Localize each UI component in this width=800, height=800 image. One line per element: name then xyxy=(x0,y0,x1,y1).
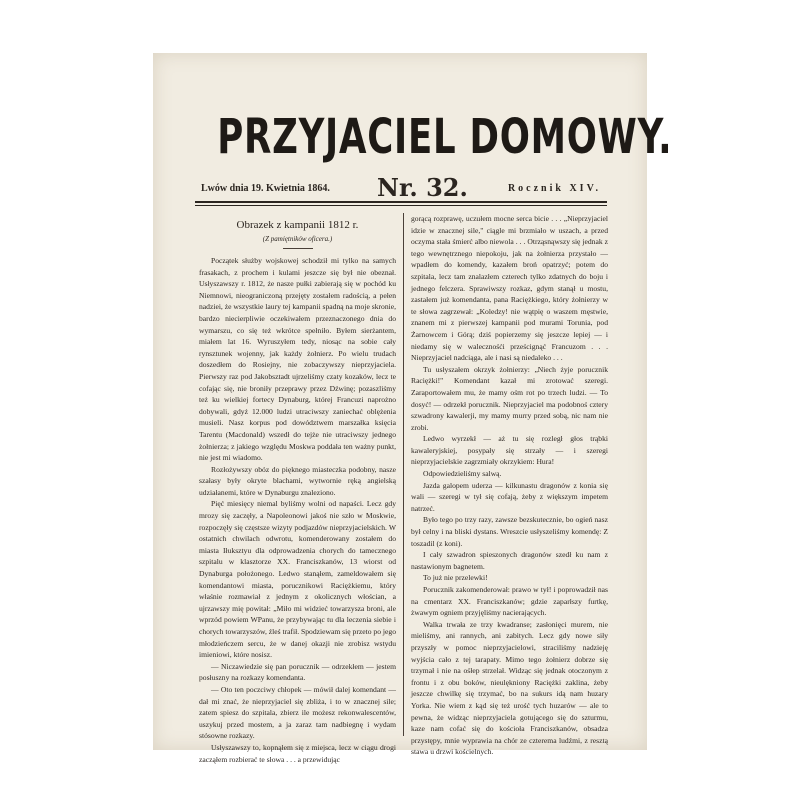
header-rule xyxy=(195,201,607,203)
volume-label: Rocznik XIV. xyxy=(507,183,601,194)
paragraph: — Oto ten poczciwy chłopek — mówił dalej komendant — dał mi znać, że nieprzyjaciel się zbliża, i to w znacznej sile; zatem spiesz do szpitala, zbierz ile możesz rekonwalescentów, uszykuj przed mostem, a ja zaraz tam nadbiegnę i wydam stósowne rozkazy. xyxy=(199,684,396,741)
place-date: Lwów dnia 19. Kwietnia 1864. xyxy=(201,183,330,194)
newspaper-title: PRZYJACIEL DOMOWY. xyxy=(217,109,673,165)
masthead xyxy=(153,91,673,183)
newspaper-page xyxy=(153,53,673,764)
article-title: Obrazek z kampanii 1812 r. xyxy=(236,219,359,231)
paragraph: gorącą rozprawę, uczułem mocne serca bicie . . . „Nieprzyjaciel idzie w znacznej sile," ciągle mi brzmiało w uszach, a przed oczyma stała śmierć albo niewola . . . Otrząsnąwszy się jednak z tego wewnętrznego niepokoju, jak na żołnierza przystało — wpadłem do komendy, kazałem broń opatrzyć; potem do szpitala, lecz tam znalazłem czterech tylko zdatnych do boju i jednego felczera. Sprawiwszy rozkaz, gdym stanął u mostu, zastałem już komendanta, pana Raciężkiego, który żołnierzy w te słowa zagrzewał: „Koledzy! nie wątpię o waszem męstwie, znanem mi z pierwszej kampanii pod murami Torunia, pod Żarnowcem i Górą; dziś popierzemy się jeszcze lepiej — i niedamy się w walecznośći prześcignąć Francuzom . . . Nieprzyjaciel nadciąga, ale i nasi są niedaleko . . . xyxy=(411,214,608,363)
paragraph: Tu usłyszałem okrzyk żołnierzy: „Niech żyje porucznik Raciężki!" Komendant kazał mi zrotować szeregi. Zaraportowałem mu, że mamy ośm rot po trzech ludzi. — To dosyć! — odrzekł porucznik. Nieprzyjaciel ma podobnoś cztery szwadrony kawalerji, my mamy murry przed sobą, nic nam nie zrobi. xyxy=(411,364,608,432)
dateline xyxy=(195,173,607,202)
article-columns xyxy=(197,213,608,764)
header-rule-thin xyxy=(195,205,607,206)
paragraph: Walka trwała ze trzy kwadranse; zasłonięci murem, nie mieliśmy, ani rannych, ani zabitych. Lecz gdy nowe siły przyszły w pomoc nieprzyjacielowi, straciliśmy nadzieję wyjścia cało z tej tarapaty. Mimo tego żołnierz dobrze się trzymał i nie na ośłep strzelał. Widząc się jednak otoczonym z frontu i z obu boków, nieulękniony Raciężki zaklina, żeby jeszcze chwilkę się trzymać, bo na sukurs idą nam huzary Yorka. Nie wiem z kąd się też urość tych huzarów — ale to pewna, że widząc nieprzyjaciela gotującego się do szturmu, kaze nam cofać się do kościoła Franciszkanów, obsadza przystępy, mnie wyprawia na chór ze czterema ludźmi, z resztą stawa u drzwi kościelnych. xyxy=(411,619,608,757)
paragraph: Początek służby wojskowej schodził mi tylko na samych frasakach, z prochem i kulami jeszcze się był nie obeznał. Usłyszawszy r. 1812, że nasze pułki zabierają się w pochód ku Niemnowi, nieograniczoną przejęty zostałem radością, a pełen nadziei, że wszystkie laury tej kampanii spadną na moje skronie, bardzo niecierpliwie oczekiwałem przeznaczonego dnia do wymarszu, co się też wkrótce spełniło. Byłem sierżantem, miałem lat 16. Wyruszyłem tedy, niosąc na sobie cały rynsztunek wojenny, jak każdy żołnierz. Po wielu trudach doszedłem do Rosiejny, nie zobaczywszy nieprzyjaciela. Pierwszy raz pod Jakobsztadt ujrzeliśmy czaty kozaków, lecz te cofając się, nie broniły przeprawy przez Dźwinę; pozaszliśmy też ku wielkiej fortecy Dynaburg, której Francuzi naprożno dobywali, gdyż 12.000 ludzi utraciwszy zaniechać oblężenia musieli. Nasz korpus pod dowództwem marszałka księcia Tarentu (Macdonald) wszedł do tejże nie utraciwszy jednego żołnierza; z jakiego względu Moskwa poddała ten ważny punkt, nie jest mi wiadomo. xyxy=(199,256,396,463)
paragraph: Usłyszawszy to, kopnąłem się z miejsca, lecz w ciągu drogi zacząłem rozbierać te słowa . . . a przewidując xyxy=(199,742,396,764)
issue-number: Nr. 32. xyxy=(377,173,468,202)
paragraph: — Niczawiedzie się pan porucznik — odrzekłem — jestem posłuszny na rozkazy komendanta. xyxy=(199,661,396,683)
paragraph: I cały szwadron spieszonych dragonów szedł ku nam z nastawionym bagnetem. xyxy=(411,550,608,571)
paragraph: Ledwo wyrzekł — aż tu się rozległ głos trąbki kawaleryjskiej, posypały się strzały — i szeregi nieprzyjacielskie zagrzmiały okrzykiem: Hura! xyxy=(411,434,608,467)
title-rule xyxy=(283,248,313,249)
paragraph: Jazda galopem uderza — kilkunastu dragonów z konia się wali — szeregi w tył się cofają, żeby z większym impetem natrzeć. xyxy=(411,480,608,513)
paragraph: Pięć miesięcy niemal byliśmy wolni od napaści. Lecz gdy mrozy się zaczęły, a Napoleonowi jakoś nie szło w Moskwie, rozpoczęły się częstsze wizyty podjazdów nieprzyjacielskich. W ostatnich chwilach odwrotu, komenderowany zostałem do miasta Iłuksztyu dla odprowadzenia chorych do tamecznego szpitalu w klasztorze XX. Franciszkanów, 13 wiorst od Dynaburga położonego. Ledwo stanąłem, zameldowałem się komendantowi miasta, porucznikowi Raciężkiemu, który właśnie rozmawiał z jednym z okolicznych włościan, a ujrzawszy mię powitał: „Miło mi widzieć towarzysza broni, ale wprzód powiem WPanu, że przybywając tu dla leczenia siebie i chorych towarzyszów, źleś trafił. Spodziewam się przeto po jego młodzieńczem sercu, że w danej okazji nie zrobisz wstydu imieniowi, które nosisz. xyxy=(199,499,396,660)
paragraph: Było tego po trzy razy, zawsze bezskutecznie, bo ogień nasz był celny i na bliski dystans. Wreszcie usłyszeliśmy komendę: Z toszadil (z koni). xyxy=(411,515,608,548)
paragraph: Odpowiedzieliśmy salwą. xyxy=(423,469,502,479)
paragraph: To już nie przelewki! xyxy=(423,573,488,583)
right-column xyxy=(411,213,608,757)
paragraph: Porucznik zakomenderował: prawo w tył! i poprowadził nas na cmentarz XX. Franciszkanów; gdzie zaparłszy furtkę, żwawym ogniem przyjęliśmy nacierających. xyxy=(411,585,608,618)
paragraph: Rozłożywszy obóz do pięknego miasteczka podobny, nasze szałasy były okryte blachami, wytwornie ręką angielską udziałanemi, które w Dynaburgu znaleziono. xyxy=(199,464,396,497)
article-subtitle: (Z pamiętników oficera.) xyxy=(262,235,333,243)
left-column xyxy=(199,213,396,764)
column-divider xyxy=(403,213,404,736)
